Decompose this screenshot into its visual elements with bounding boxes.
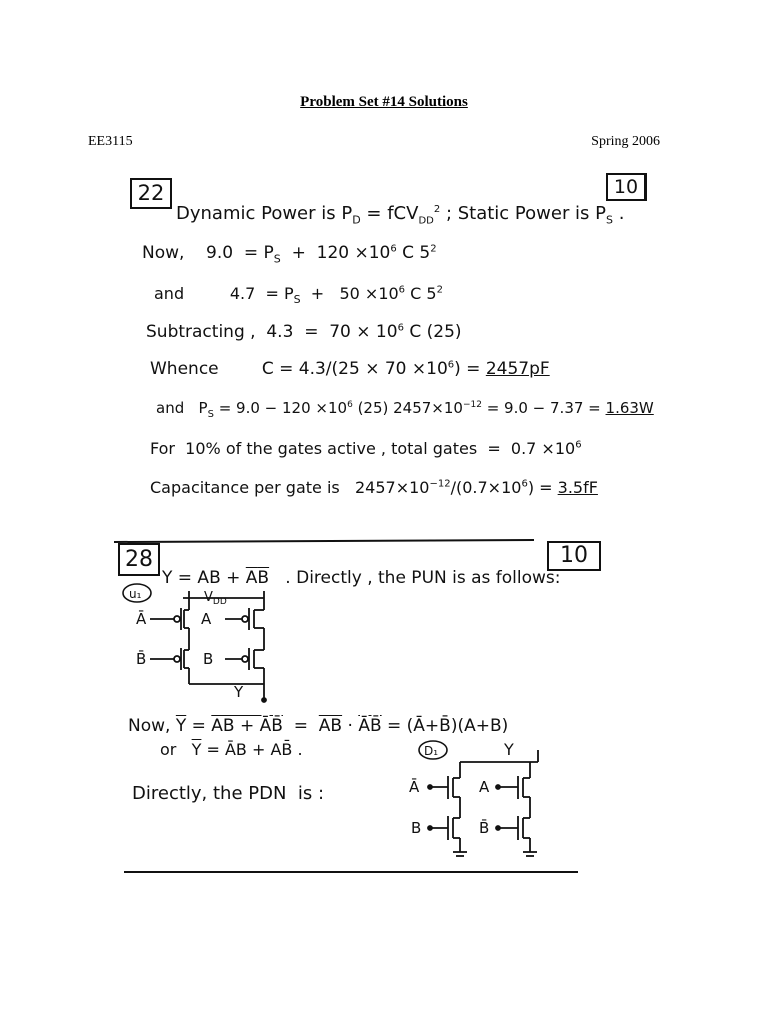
- part-d-circle: [419, 741, 447, 759]
- p28-line-2: Now, $\overline{Y}$ = AB + ĀB̄ = $\overline{AB}$ · ĀB̄ = (Ā+B̄)(A+B): [128, 716, 509, 736]
- pdn-label-y: Y: [504, 740, 514, 759]
- problem-22-number-box: [130, 178, 172, 209]
- pdn-circuit: [428, 750, 538, 856]
- problem-28-points-box: [547, 541, 601, 571]
- p22-line-8: Capacitance per gate is $2457\times 10^{-12}/(0.7\times 10^6) = 3.5fF$: [150, 478, 598, 497]
- p28-line-4: Directly, the PDN is :: [132, 783, 325, 804]
- page-title: Problem Set #14 Solutions: [300, 94, 468, 110]
- answer-static-power: 1.63W: [605, 399, 654, 417]
- answer-per-gate: 3.5fF: [557, 478, 598, 497]
- divider-top: [114, 540, 534, 542]
- p22-line-4: Subtracting , $4.3 = 70 \times 10^6$ C (25): [146, 322, 462, 342]
- course-code: EE3115: [88, 134, 133, 149]
- p22-line-2: Now, $9.0 = P_S + 120 \times 10^6$ C $5^2$: [142, 243, 437, 266]
- problem-22-points: 10: [613, 176, 639, 198]
- pun-label-bbar: B̄: [136, 650, 147, 668]
- pun-label-vdd: $V_{DD}$: [204, 590, 227, 607]
- part-d-label: D₁: [424, 744, 439, 758]
- pdn-label-a: A: [479, 778, 490, 796]
- pdn-label-abar: Ā: [409, 778, 420, 796]
- problem-22-points-box: [606, 173, 647, 201]
- pun-circuit: [150, 591, 266, 702]
- problem-28-points: 10: [560, 543, 588, 568]
- p22-line-7: For 10% of the gates active , total gates = $0.7 \times 10^6$: [150, 439, 582, 458]
- problem-28-number-box: [118, 543, 160, 576]
- p22-line-3: and $4.7 = P_S + 50 \times 10^6$ C $5^2$: [154, 284, 443, 307]
- answer-capacitance: 2457pF: [485, 359, 550, 379]
- p22-line-6: and $P_S = 9.0 - 120 \times 10^6$ (25) $2457\times 10^{-12} = 9.0 - 7.37 = 1.63W$: [156, 399, 654, 420]
- pdn-label-bbar: B̄: [479, 819, 490, 837]
- pun-label-y: Y: [234, 683, 244, 701]
- pdn-label-b: B: [411, 819, 422, 837]
- part-u-circle: [123, 584, 151, 602]
- pun-label-a: A: [201, 610, 212, 628]
- p22-line-1: Dynamic Power is $P_D = fCV_{DD}^2$ ; Static Power is $P_S$ .: [176, 203, 625, 227]
- pun-label-abar: Ā: [136, 610, 147, 628]
- problem-28-number: 28: [125, 547, 153, 572]
- part-u-label: u₁: [129, 587, 142, 601]
- pun-label-b: B: [203, 650, 214, 668]
- term-label: Spring 2006: [591, 134, 660, 149]
- p22-line-5: Whence $C = 4.3/(25 \times 70 \times 10^6) = 2457pF$: [150, 359, 550, 379]
- problem-22-number: 22: [137, 181, 165, 205]
- p28-line-3: or $\overline{Y}$ = ĀB + AB̄ .: [160, 740, 303, 759]
- p28-line-1: Y = AB + $\overline{A}\overline{B}$ . Directly , the PUN is as follows:: [162, 568, 561, 588]
